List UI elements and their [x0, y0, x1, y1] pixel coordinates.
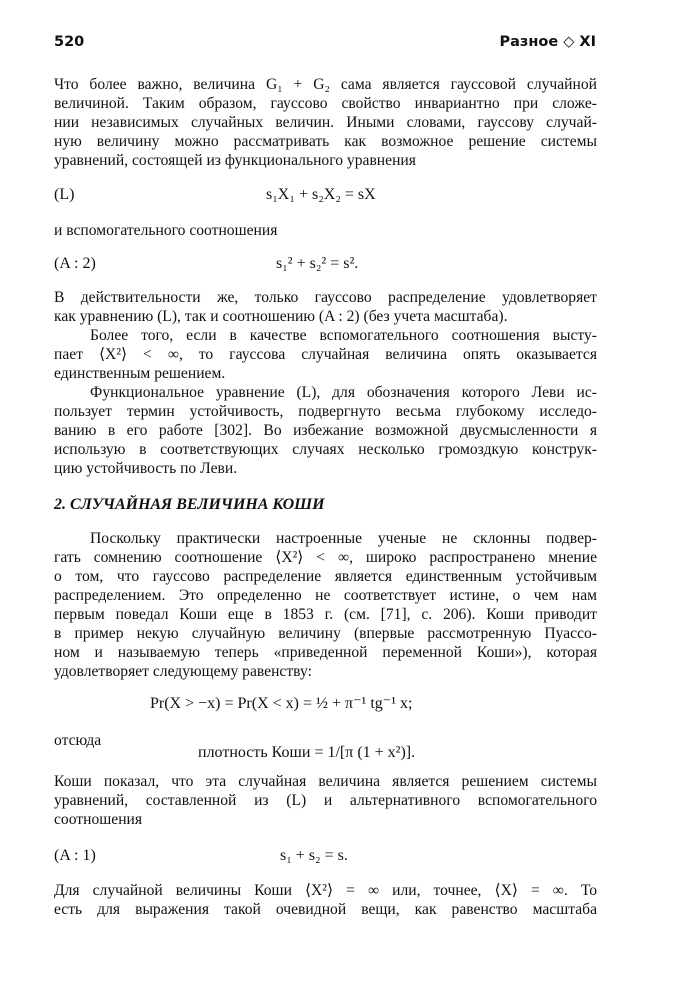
text-line: величиной. Таким образом, гауссово свойство инвариантно при сложе-: [54, 95, 597, 112]
equation-body: s₁X₁ + s₂X₂ = sX: [266, 186, 376, 203]
text-line: Функциональное уравнение (L), для обозначения которого Леви ис-: [90, 384, 597, 401]
aux-text: [54, 221, 597, 240]
paragraph-3: [54, 529, 597, 681]
text-line: гать сомнению соотношение ⟨X²⟩ < ∞, широко распространено мнение: [54, 549, 597, 566]
equation-label: (A : 1): [54, 847, 96, 864]
text-line: использую в соответствующих случаях несколько громоздкую конструк-: [54, 441, 597, 458]
equation-density: [54, 742, 597, 764]
text-line: Поскольку практически настроенные ученые не склонны подвер-: [90, 530, 597, 547]
text-line: первым поведал Коши еще в 1853 г. (см. [71], с. 206). Коши приводит: [54, 606, 597, 623]
text-line: Более того, если в качестве вспомогательного соотношения высту-: [90, 327, 597, 344]
text-line: отсюда: [54, 732, 102, 749]
text-line: Что более важно, величина G₁ + G₂ сама является гауссовой случайной: [54, 76, 597, 93]
text-line: единственным решением.: [54, 365, 226, 382]
text-line: есть для выражения такой очевидной вещи, как равенство масштаба: [54, 901, 597, 918]
paragraph-5: [54, 881, 597, 919]
text-line: уравнений, состоящей из функционального уравнения: [54, 152, 416, 169]
text-line: распределением. Это определенно не соответствует истине, о чем нам: [54, 587, 597, 604]
equation-body: s₁ + s₂ = s.: [280, 847, 348, 864]
text-line: соотношения: [54, 811, 143, 828]
text-line: цию устойчивость по Леви.: [54, 460, 238, 477]
text-line: ном и называемую теперь «приведенной переменной Коши»), которая: [54, 644, 597, 661]
text-line: в пример некую случайную величину (впервые рассмотренную Пуассо-: [54, 625, 597, 642]
text-line: ванию в его работе [302]. Во избежание возможной двусмысленности я: [54, 422, 597, 439]
equation-A2: [54, 253, 597, 275]
equation-label: (L): [54, 186, 75, 203]
paragraph-4: [54, 772, 597, 829]
text-line: Для случайной величины Коши ⟨X²⟩ = ∞ или, точнее, ⟨X⟩ = ∞. То: [54, 882, 597, 899]
text-line: пает ⟨X²⟩ < ∞, то гауссова случайная величина опять оказывается: [54, 346, 597, 363]
text-line: как уравнению (L), так и соотношению (A : 2) (без учета масштаба).: [54, 308, 508, 325]
equation-probability: [54, 693, 597, 715]
equation-A1: [54, 845, 597, 867]
equation-label: (A : 2): [54, 255, 96, 272]
running-title: Разное ◇ XI: [499, 34, 596, 50]
text-line: уравнений, составленной из (L) и альтернативного вспомогательного: [54, 792, 597, 809]
paragraph-2: [54, 288, 597, 478]
text-line: ную величину можно рассматривать как возможное решение системы: [54, 133, 597, 150]
text-line: пользует термин устойчивость, подвергнуто весьма глубокому исследо-: [54, 403, 597, 420]
text-line: Коши показал, что эта случайная величина является решением системы: [54, 773, 597, 790]
equation-body: s₁² + s₂² = s².: [276, 255, 359, 272]
page-header: [54, 34, 596, 58]
equation-L: [54, 184, 597, 206]
text-line: В действительности же, только гауссово распределение удовлетворяет: [54, 289, 597, 306]
text-line: удовлетворяет следующему равенству:: [54, 663, 312, 680]
equation-body: плотность Коши = 1/[π (1 + x²)].: [198, 744, 416, 761]
section-heading: 2. СЛУЧАЙНАЯ ВЕЛИЧИНА КОШИ: [54, 496, 325, 513]
equation-body: Pr(X > −x) = Pr(X < x) = ½ + π⁻¹ tg⁻¹ x;: [150, 695, 413, 712]
page-number: 520: [54, 34, 85, 50]
text-line: о том, что гауссово распределение является единственным устойчивым: [54, 568, 597, 585]
text-line: нии независимых случайных величин. Иными словами, гауссову случай-: [54, 114, 597, 131]
paragraph-1: [54, 75, 597, 170]
text-line: и вспомогательного соотношения: [54, 222, 278, 239]
